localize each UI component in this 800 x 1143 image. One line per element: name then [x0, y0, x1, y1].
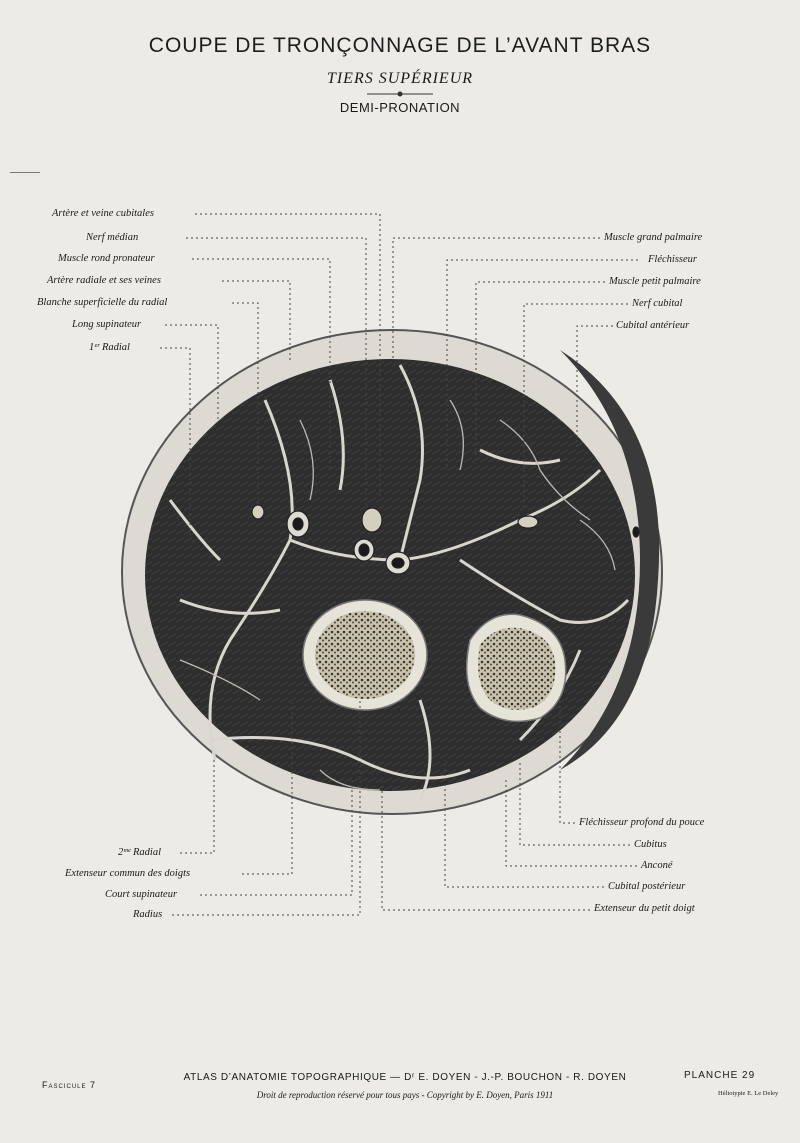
plate-view: DEMI-PRONATION	[339, 100, 461, 115]
footer-copyright: Droit de reproduction réservé pour tous pays - Copyright by E. Doyen, Paris 1911	[256, 1090, 554, 1100]
footer-fascicule: Fascicule 7	[42, 1080, 97, 1090]
label-ancone: Anconé	[641, 860, 673, 871]
plate-title: COUPE DE TRONÇONNAGE DE L’AVANT BRAS	[148, 34, 652, 57]
label-muscle-rond-pronateur: Muscle rond pronateur	[58, 253, 155, 264]
muscle-mass	[145, 359, 635, 791]
label-artere-veine-cubitales: Artère et veine cubitales	[52, 208, 154, 219]
label-flechisseur: Fléchisseur	[648, 254, 697, 265]
label-flechisseur-profond-pouce: Fléchisseur profond du pouce	[579, 817, 705, 828]
footer-printer: Héliotypie E. Le Deley	[718, 1090, 779, 1097]
label-radius: Radius	[133, 909, 163, 920]
label-artere-radiale: Artère radiale et ses veines	[47, 275, 161, 286]
footer-plate-number: PLANCHE 29	[684, 1070, 756, 1081]
label-nerf-median: Nerf médian	[86, 232, 139, 243]
label-premier-radial: 1ᵉʳ Radial	[89, 342, 130, 353]
label-cubital-posterieur: Cubital postérieur	[608, 881, 686, 892]
label-deuxieme-radial: 2ᵐᵉ Radial	[118, 847, 162, 858]
footer-atlas: ATLAS D’ANATOMIE TOPOGRAPHIQUE — Dʳ E. DOYEN - J.-P. BOUCHON - R. DOYEN	[183, 1072, 627, 1083]
ulna-bone-marrow	[478, 628, 555, 710]
label-extenseur-commun-doigts: Extenseur commun des doigts	[65, 868, 191, 879]
label-cubital-anterieur: Cubital antérieur	[616, 320, 690, 331]
label-blanche-superficielle-radial: Blanche superficielle du radial	[37, 297, 168, 308]
radius-bone-marrow	[315, 611, 415, 699]
label-court-supinateur: Court supinateur	[105, 889, 178, 900]
label-muscle-grand-palmaire: Muscle grand palmaire	[604, 232, 703, 243]
plate-subtitle: TIERS SUPÉRIEUR	[326, 70, 474, 87]
label-extenseur-petit-doigt: Extenseur du petit doigt	[594, 903, 695, 914]
label-long-supinateur: Long supinateur	[72, 319, 142, 330]
label-cubitus: Cubitus	[634, 839, 667, 850]
label-nerf-cubital: Nerf cubital	[632, 298, 683, 309]
label-muscle-petit-palmaire: Muscle petit palmaire	[609, 276, 701, 287]
